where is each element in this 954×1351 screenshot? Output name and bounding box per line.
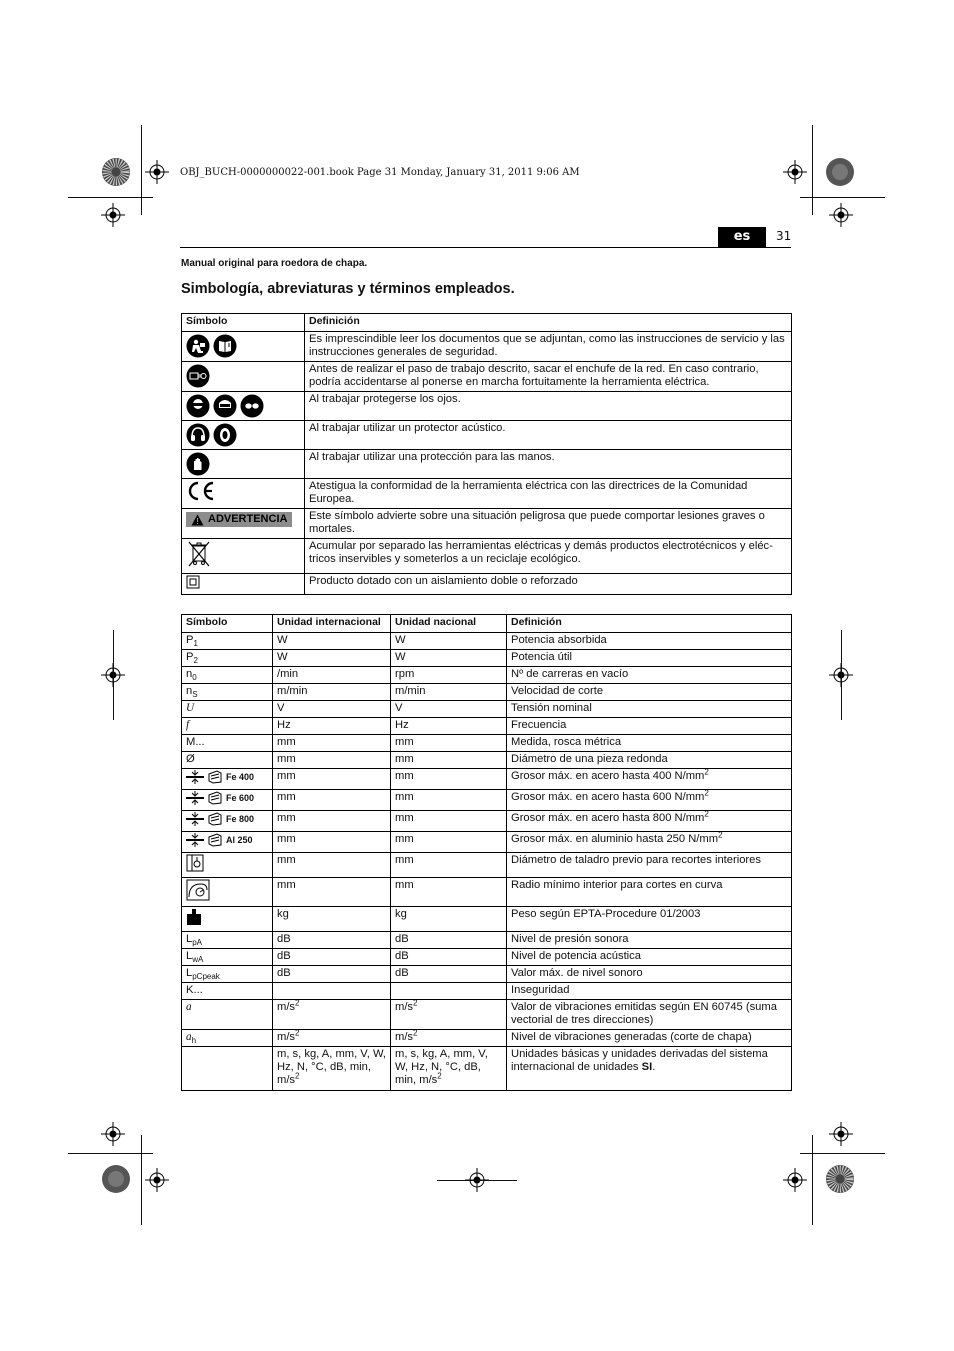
definition-text: Inseguridad — [511, 984, 570, 996]
print-header: OBJ_BUCH-0000000022-001.book Page 31 Monday, January 31, 2011 9:06 AM — [180, 167, 580, 178]
read-manual-icon — [186, 334, 210, 358]
intl-unit-cell — [273, 811, 391, 832]
table-row — [182, 853, 792, 878]
intl-unit-cell — [273, 966, 391, 983]
symbol-cell — [182, 752, 273, 769]
natl-unit-cell — [391, 1030, 507, 1047]
table-row — [182, 1047, 792, 1091]
definition-text: Grosor máx. en aluminio hasta 250 N/mm — [511, 833, 719, 845]
material-grade: Fe 400 — [226, 771, 255, 782]
table-row — [182, 509, 792, 539]
symbol-text: M... — [186, 736, 205, 748]
unit-text: mm — [277, 736, 296, 748]
symbol-cell — [182, 878, 273, 907]
section-title: Simbología, abreviaturas y términos empleados. — [181, 281, 515, 297]
material-grade: Al 250 — [226, 834, 253, 845]
units-table-body — [182, 633, 792, 1091]
definition-cell: Al trabajar protegerse los ojos. — [305, 392, 792, 421]
intl-unit-cell — [273, 650, 391, 667]
ear-muff-icon — [186, 423, 210, 447]
unit-text: mm — [395, 753, 414, 765]
unit-superscript: 2 — [413, 999, 418, 1008]
intl-unit-cell — [273, 832, 391, 853]
color-wheel-top-left-icon — [101, 157, 131, 187]
definition-tail: . — [652, 1061, 656, 1073]
definition-text: Diámetro de una pieza redonda — [511, 753, 668, 765]
unit-text: mm — [395, 854, 414, 866]
table-row — [182, 1000, 792, 1030]
definition-cell: Producto dotado con un aislamiento doble o reforzado — [305, 574, 792, 595]
table-row — [182, 832, 792, 853]
table-row — [182, 667, 792, 684]
symbol-cell — [182, 539, 305, 574]
intl-unit-cell — [273, 949, 391, 966]
definition-text: Tensión nominal — [511, 702, 592, 714]
natl-unit-cell — [391, 853, 507, 878]
natl-unit-cell — [391, 701, 507, 718]
unit-text: mm — [395, 812, 414, 824]
table-row — [182, 650, 792, 667]
definition-text: Medida, rosca métrica — [511, 736, 622, 748]
symbol-cell — [182, 684, 273, 701]
definition-text: Valor de vibraciones emitidas según EN 60745 (suma vectorial de tres direcciones) — [511, 1001, 777, 1026]
definition-superscript: 2 — [704, 768, 709, 777]
symbol-subscript: wA — [192, 955, 204, 965]
natl-unit-cell — [391, 769, 507, 790]
natl-unit-cell — [391, 650, 507, 667]
unit-text: mm — [277, 753, 296, 765]
definition-text: Grosor máx. en acero hasta 400 N/mm — [511, 770, 705, 782]
natl-unit-cell — [391, 907, 507, 932]
natl-unit-cell — [391, 983, 507, 1000]
definition-cell: Al trabajar utilizar una protección para las manos. — [305, 450, 792, 479]
unit-text: m/s — [395, 1031, 414, 1043]
symbol-text: U — [186, 702, 195, 714]
column-header: Unidad nacional — [391, 615, 507, 633]
crosshair-icon — [829, 1122, 853, 1146]
definition-cell — [507, 701, 792, 718]
intl-unit-cell — [273, 684, 391, 701]
natl-unit-cell — [391, 667, 507, 684]
pre-drill-icon — [186, 854, 204, 872]
definition-superscript: 2 — [704, 789, 709, 798]
definition-cell — [507, 811, 792, 832]
unit-text: V — [395, 702, 403, 714]
unit-superscript: 2 — [295, 1029, 300, 1038]
weight-icon — [186, 908, 202, 926]
symbol-cell — [182, 949, 273, 966]
definition-cell: Acumular por separado las herramientas eléctricas y demás productos electrotécnicos y eléc-tricos inservibles y someterlos a un reciclaje ecológico. — [305, 539, 792, 574]
unit-text: W — [277, 651, 288, 663]
symbol-cell — [182, 790, 273, 811]
symbol-cell — [182, 1030, 273, 1047]
table-row — [182, 966, 792, 983]
unit-superscript: 2 — [295, 999, 300, 1008]
symbol-subscript: pCpeak — [192, 972, 220, 982]
unit-text: m/min — [277, 685, 308, 697]
unit-text: mm — [277, 879, 296, 891]
symbol-subscript: h — [191, 1036, 197, 1046]
manual-book-icon — [213, 334, 237, 358]
definition-cell — [507, 853, 792, 878]
intl-unit-cell — [273, 853, 391, 878]
symbol-cell — [182, 1000, 273, 1030]
natl-unit-cell — [391, 832, 507, 853]
column-header: Definición — [507, 615, 792, 633]
intl-unit-cell — [273, 1030, 391, 1047]
unit-text: mm — [395, 770, 414, 782]
table-row — [182, 949, 792, 966]
weee-bin-icon — [186, 540, 212, 568]
definition-cell — [507, 966, 792, 983]
symbol-cell — [182, 811, 273, 832]
unit-text: dB — [395, 933, 409, 945]
unit-text: mm — [277, 770, 296, 782]
unit-text: mm — [395, 833, 414, 845]
symbol-text: Ø — [186, 753, 195, 765]
warning-icon — [191, 514, 204, 526]
unit-text: W — [395, 651, 406, 663]
intl-unit-cell — [273, 1047, 391, 1091]
definition-cell — [507, 735, 792, 752]
natl-unit-cell — [391, 811, 507, 832]
symbol-cell — [182, 667, 273, 684]
definition-text: Peso según EPTA-Procedure 01/2003 — [511, 908, 701, 920]
definition-cell: Es imprescindible leer los documentos que se adjuntan, como las instrucciones de servicio y las instrucciones generales de seguridad. — [305, 332, 792, 362]
material-sheet-icon — [208, 812, 222, 826]
unit-text: mm — [277, 812, 296, 824]
natl-unit-cell — [391, 735, 507, 752]
curve-radius-icon — [186, 879, 210, 901]
crosshair-icon — [783, 160, 807, 184]
table-row — [182, 1030, 792, 1047]
symbol-cell — [182, 832, 273, 853]
unit-superscript: 2 — [295, 1071, 300, 1081]
crosshair-icon — [101, 1122, 125, 1146]
warning-label: ADVERTENCIA — [208, 513, 288, 525]
intl-unit-cell — [273, 701, 391, 718]
table-row — [182, 932, 792, 949]
symbol-cell — [182, 362, 305, 392]
unit-text: dB — [395, 950, 409, 962]
sheet-thickness-icon — [186, 791, 204, 805]
table-row — [182, 983, 792, 1000]
natl-unit-cell — [391, 752, 507, 769]
ear-protection-icon — [213, 423, 237, 447]
unit-text: mm — [395, 879, 414, 891]
symbol-subscript: 2 — [193, 656, 198, 666]
table-row — [182, 539, 792, 574]
definition-text: Potencia útil — [511, 651, 572, 663]
table-row — [182, 392, 792, 421]
symbol-subscript: pA — [192, 938, 203, 948]
definition-cell — [507, 718, 792, 735]
symbol-cell — [182, 853, 273, 878]
ce-mark-icon — [186, 480, 216, 502]
symbol-subscript: 0 — [192, 673, 197, 683]
sheet-thickness-icon — [186, 812, 204, 826]
unit-text: dB — [277, 950, 291, 962]
crosshair-icon — [829, 203, 853, 227]
definition-cell — [507, 633, 792, 650]
table-row — [182, 450, 792, 479]
intl-unit-cell — [273, 752, 391, 769]
symbol-cell — [182, 1047, 273, 1091]
definition-cell — [507, 949, 792, 966]
sheet-thickness-icon — [186, 833, 204, 847]
intl-unit-cell — [273, 735, 391, 752]
definition-text: Frecuencia — [511, 719, 567, 731]
definition-cell: Al trabajar utilizar un protector acústico. — [305, 421, 792, 450]
natl-unit-cell — [391, 1000, 507, 1030]
table-row — [182, 332, 792, 362]
symbols-table — [181, 313, 792, 595]
crosshair-icon — [145, 1168, 169, 1192]
column-header: Definición — [305, 314, 792, 332]
units-table — [181, 614, 792, 1091]
unit-text: dB — [395, 967, 409, 979]
intl-unit-cell — [273, 932, 391, 949]
table-row — [182, 701, 792, 718]
symbol-cell — [182, 769, 273, 790]
unit-text: V — [277, 702, 285, 714]
symbol-text: L — [186, 967, 193, 979]
unit-text: mm — [277, 854, 296, 866]
crosshair-icon — [783, 1168, 807, 1192]
natl-unit-cell — [391, 932, 507, 949]
symbol-cell — [182, 701, 273, 718]
symbol-cell — [182, 966, 273, 983]
symbol-subscript: 1 — [193, 639, 198, 649]
material-sheet-icon — [208, 833, 222, 847]
hand-protection-icon — [186, 452, 210, 476]
color-wheel-top-right-icon — [825, 157, 855, 187]
table-row — [182, 718, 792, 735]
unit-text: W — [277, 634, 288, 646]
natl-unit-cell — [391, 684, 507, 701]
definition-superscript: 2 — [704, 810, 709, 819]
symbol-cell — [182, 574, 305, 595]
definition-cell — [507, 769, 792, 790]
table-row — [182, 790, 792, 811]
unit-text: m/s — [395, 1001, 414, 1013]
definition-cell — [507, 752, 792, 769]
definition-text: Unidades básicas y unidades derivadas del sistema internacional de unidades — [511, 1048, 768, 1073]
table-row — [182, 769, 792, 790]
symbol-cell — [182, 718, 273, 735]
definition-cell: Antes de realizar el paso de trabajo descrito, sacar el enchufe de la red. En caso contrario, podría accidentarse al ponerse en marcha fortuitamente la herramienta eléctrica. — [305, 362, 792, 392]
symbol-cell — [182, 421, 305, 450]
intl-unit-cell — [273, 983, 391, 1000]
intl-unit-cell — [273, 667, 391, 684]
symbol-cell — [182, 479, 305, 509]
definition-text: Nivel de vibraciones generadas (corte de chapa) — [511, 1031, 752, 1043]
definition-text: Grosor máx. en acero hasta 800 N/mm — [511, 812, 705, 824]
symbol-text: a — [186, 1031, 192, 1043]
natl-unit-cell — [391, 949, 507, 966]
unit-text: mm — [395, 736, 414, 748]
double-insulation-icon — [186, 575, 200, 589]
si-abbreviation: SI — [641, 1061, 653, 1073]
crosshair-icon — [101, 203, 125, 227]
table-header-row — [182, 314, 792, 332]
symbol-cell — [182, 509, 305, 539]
unit-text: W — [395, 634, 406, 646]
table-row — [182, 752, 792, 769]
unit-superscript: 2 — [413, 1029, 418, 1038]
definition-cell — [507, 1047, 792, 1091]
definition-text: Diámetro de taladro previo para recortes interiores — [511, 854, 761, 866]
material-sheet-icon — [208, 770, 222, 784]
symbol-text: n — [186, 668, 193, 680]
natl-unit-cell — [391, 633, 507, 650]
unit-text: rpm — [395, 668, 415, 680]
color-wheel-bottom-left-icon — [101, 1164, 131, 1194]
column-header: Unidad internacional — [273, 615, 391, 633]
definition-cell — [507, 832, 792, 853]
unit-text: mm — [277, 833, 296, 845]
intl-unit-cell — [273, 633, 391, 650]
unit-text: m/s — [277, 1001, 296, 1013]
symbol-text: a — [186, 1001, 192, 1013]
definition-text: Nº de carreras en vacío — [511, 668, 629, 680]
crosshair-icon — [145, 160, 169, 184]
unit-text: dB — [277, 967, 291, 979]
unit-text: m, s, kg, A, mm, V, W, Hz, N, °C, dB, min, m/s — [395, 1048, 488, 1086]
table-row — [182, 684, 792, 701]
unit-text: kg — [395, 908, 407, 920]
unplug-icon — [186, 364, 210, 388]
intl-unit-cell — [273, 769, 391, 790]
page-number: 31 — [776, 229, 792, 243]
definition-cell — [507, 932, 792, 949]
symbol-text: L — [186, 933, 193, 945]
symbol-cell — [182, 735, 273, 752]
definition-text: Grosor máx. en acero hasta 600 N/mm — [511, 791, 705, 803]
table-row — [182, 362, 792, 392]
unit-text: dB — [277, 933, 291, 945]
unit-text: mm — [395, 791, 414, 803]
unit-text: m, s, kg, A, mm, V, W, Hz, N, °C, dB, min, m/s — [277, 1048, 386, 1086]
symbol-text: n — [186, 685, 193, 697]
unit-text: Hz — [395, 719, 409, 731]
symbol-cell — [182, 650, 273, 667]
table-header-row — [182, 615, 792, 633]
natl-unit-cell — [391, 878, 507, 907]
unit-text: mm — [277, 791, 296, 803]
natl-unit-cell — [391, 966, 507, 983]
definition-cell — [507, 907, 792, 932]
natl-unit-cell — [391, 718, 507, 735]
material-sheet-icon — [208, 791, 222, 805]
symbol-text: K... — [186, 984, 203, 996]
definition-cell — [507, 1000, 792, 1030]
material-grade: Fe 600 — [226, 792, 255, 803]
intl-unit-cell — [273, 878, 391, 907]
table-row — [182, 574, 792, 595]
unit-text: m/min — [395, 685, 426, 697]
table-row — [182, 421, 792, 450]
definition-superscript: 2 — [718, 831, 723, 840]
unit-text: Hz — [277, 719, 291, 731]
sheet-thickness-icon — [186, 770, 204, 784]
unit-text: kg — [277, 908, 289, 920]
language-badge: es — [718, 227, 766, 247]
symbol-cell — [182, 633, 273, 650]
table-row — [182, 633, 792, 650]
document-subtitle: Manual original para roedora de chapa. — [181, 258, 368, 269]
unit-superscript: 2 — [437, 1071, 442, 1081]
definition-cell — [507, 878, 792, 907]
definition-cell: Atestigua la conformidad de la herramienta eléctrica con las directrices de la Comunidad Europea. — [305, 479, 792, 509]
definition-cell — [507, 983, 792, 1000]
warning-badge — [186, 512, 292, 527]
table-row — [182, 878, 792, 907]
definition-cell — [507, 790, 792, 811]
column-header: Símbolo — [182, 314, 305, 332]
definition-cell — [507, 1030, 792, 1047]
intl-unit-cell — [273, 907, 391, 932]
intl-unit-cell — [273, 790, 391, 811]
table-row — [182, 479, 792, 509]
goggles-icon — [240, 394, 264, 418]
definition-cell — [507, 684, 792, 701]
definition-text: Nivel de potencia acústica — [511, 950, 641, 962]
symbol-cell — [182, 392, 305, 421]
definition-text: Valor máx. de nivel sonoro — [511, 967, 643, 979]
table-row — [182, 811, 792, 832]
symbol-text: P — [186, 651, 194, 663]
material-grade: Fe 800 — [226, 813, 255, 824]
safety-glasses-icon — [186, 394, 210, 418]
definition-cell: Este símbolo advierte sobre una situación peligrosa que puede comportar lesiones graves o mortales. — [305, 509, 792, 539]
symbol-cell — [182, 932, 273, 949]
definition-text: Potencia absorbida — [511, 634, 607, 646]
natl-unit-cell — [391, 790, 507, 811]
definition-text: Nivel de presión sonora — [511, 933, 629, 945]
symbol-cell — [182, 907, 273, 932]
column-header: Símbolo — [182, 615, 273, 633]
color-wheel-bottom-right-icon — [825, 1164, 855, 1194]
definition-text: Velocidad de corte — [511, 685, 604, 697]
header-rule — [180, 247, 791, 248]
intl-unit-cell — [273, 718, 391, 735]
face-shield-icon — [213, 394, 237, 418]
unit-text: m/s — [277, 1031, 296, 1043]
definition-cell — [507, 667, 792, 684]
symbol-text: P — [186, 634, 194, 646]
symbol-cell — [182, 332, 305, 362]
intl-unit-cell — [273, 1000, 391, 1030]
symbol-cell — [182, 450, 305, 479]
table-row — [182, 735, 792, 752]
definition-text: Radio mínimo interior para cortes en curva — [511, 879, 723, 891]
symbol-cell — [182, 983, 273, 1000]
definition-cell — [507, 650, 792, 667]
unit-text: /min — [277, 668, 299, 680]
natl-unit-cell — [391, 1047, 507, 1091]
symbol-subscript: S — [192, 690, 198, 700]
table-row — [182, 907, 792, 932]
symbol-text: f — [186, 719, 190, 731]
symbol-text: L — [186, 950, 193, 962]
